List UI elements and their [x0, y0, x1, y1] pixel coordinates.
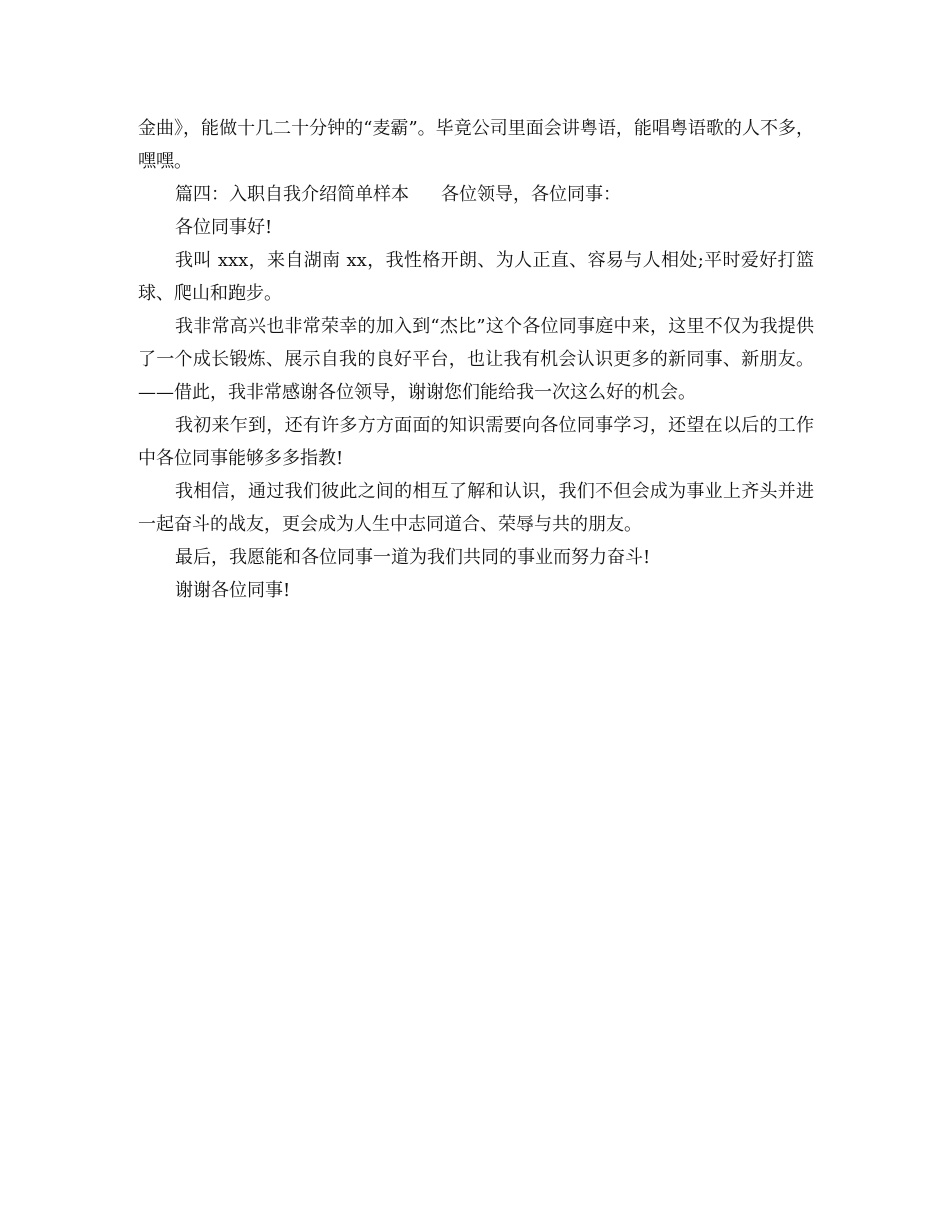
paragraph-1: 金曲》，能做十几二十分钟的“麦霸”。毕竟公司里面会讲粤语，能唱粤语歌的人不多，嘿嘿。: [138, 118, 814, 172]
document-body: [138, 112, 814, 607]
salutation: 各位领导，各位同事：: [441, 184, 621, 205]
paragraph-closing: 最后，我愿能和各位同事一道为我们共同的事业而努力奋斗!: [175, 547, 651, 568]
paragraph-intro: 我叫 xxx，来自湖南 xx，我性格开朗、为人正直、容易与人相处;平时爱好打篮球、爬山和跑步。: [138, 250, 814, 304]
paragraph-learning: 我初来乍到，还有许多方方面面的知识需要向各位同事学习，还望在以后的工作中各位同事能够多多指教!: [138, 415, 814, 469]
paragraph-joining: 我非常高兴也非常荣幸的加入到“杰比”这个各位同事庭中来，这里不仅为我提供了一个成长锻炼、展示自我的良好平台，也让我有机会认识更多的新同事、新朋友。——借此，我非常感谢各位领导，谢谢您们能给我一次这么好的机会。: [138, 316, 814, 403]
paragraph-belief: 我相信，通过我们彼此之间的相互了解和认识，我们不但会成为事业上齐头并进一起奋斗的战友，更会成为人生中志同道合、荣辱与共的朋友。: [138, 481, 814, 535]
greeting: 各位同事好!: [175, 217, 273, 238]
section-heading-line: [138, 178, 814, 211]
paragraph-thanks: 谢谢各位同事!: [175, 580, 291, 601]
section-title: 篇四：入职自我介绍简单样本: [175, 184, 409, 205]
